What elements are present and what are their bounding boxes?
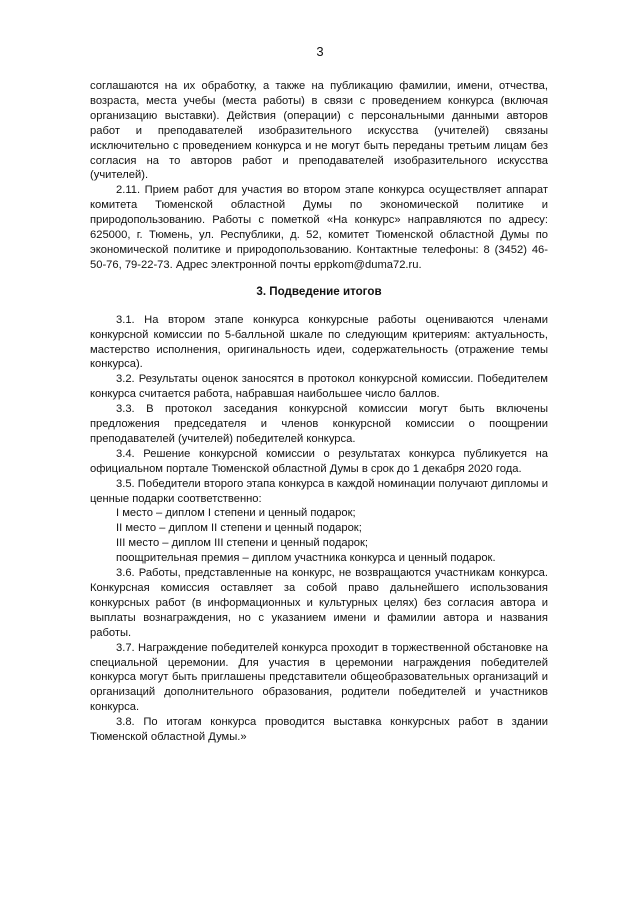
page-number: 3 [316,44,324,59]
paragraph-3-2: 3.2. Результаты оценок заносятся в протокол конкурсной комиссии. Победителем конкурса считается работа, набравшая наибольшее число баллов. [90,373,548,401]
award-item: поощрительная премия – диплом участника конкурса и ценный подарок. [116,552,496,565]
paragraph-3-6: 3.6. Работы, представленные на конкурс, не возвращаются участникам конкурса. Конкурсная комиссия оставляет за собой право дальнейшего использования конкурсных работ (в информационных и культурных целях) без согласия автора и выплаты вознаграждения, но с указанием имени и фамилии автора и названия работы. [90,567,548,639]
paragraph-3-3: 3.3. В протокол заседания конкурсной комиссии могут быть включены предложения председателя и членов конкурсной комиссии о поощрении преподавателей (учителей) победителей конкурса. [90,403,548,445]
paragraph-3-1: 3.1. На втором этапе конкурса конкурсные работы оцениваются членами конкурсной комиссии по 5-балльной шкале по следующим критериям: актуальность, мастерство исполнения, оригинальность идеи, содержательность (отражение темы конкурса). [90,313,548,371]
paragraph-3-4: 3.4. Решение конкурсной комиссии о результатах конкурса публикуется на официальном портале Тюменской областной Думы в срок до 1 декабря 2020 года. [90,447,548,475]
document-body [90,79,548,745]
paragraph-2-11: 2.11. Прием работ для участия во втором этапе конкурса осуществляет аппарат комитета Тюменской областной Думы по экономической политике и природопользованию. Работы с пометкой «На конкурс» направляются по адресу: 625000, г. Тюмень, ул. Республики, д. 52, комитет Тюменской областной Думы по экономической политике и природопользованию. Контактные телефоны: 8 (3452) 46-50-76, 79-22-73. Адрес электронной почты eppkom@duma72.ru. [90,184,548,271]
award-item: III место – диплом III степени и ценный подарок; [116,537,369,550]
awards-list [90,506,548,566]
award-item: II место – диплом II степени и ценный подарок; [116,522,362,535]
paragraph-3-5: 3.5. Победители второго этапа конкурса в каждой номинации получают дипломы и ценные подарки соответственно: [90,477,548,505]
paragraph-2-10-continuation: соглашаются на их обработку, а также на публикацию фамилии, имени, отчества, возраста, места учебы (места работы) в связи с проведением конкурса (включая организацию выставки). Действия (операции) с персональными данными авторов работ и преподавателей изобразительного искусства (учителей) связаны исключительно с проведением конкурса и не могут быть переданы третьим лицам без согласия на то авторов работ и преподавателей изобразительного искусства (учителей). [90,80,548,182]
paragraph-3-7: 3.7. Награждение победителей конкурса проходит в торжественной обстановке на специальной церемонии. Для участия в церемонии награждения победителей конкурса могут быть приглашены представители общеобразовательных организаций и организаций дополнительного образования, родители победителей и участников конкурса. [90,641,548,714]
paragraph-3-8: 3.8. По итогам конкурса проводится выставка конкурсных работ в здании Тюменской областной Думы.» [90,716,548,744]
award-item: I место – диплом I степени и ценный подарок; [116,507,356,520]
section-heading: 3. Подведение итогов [256,284,382,298]
